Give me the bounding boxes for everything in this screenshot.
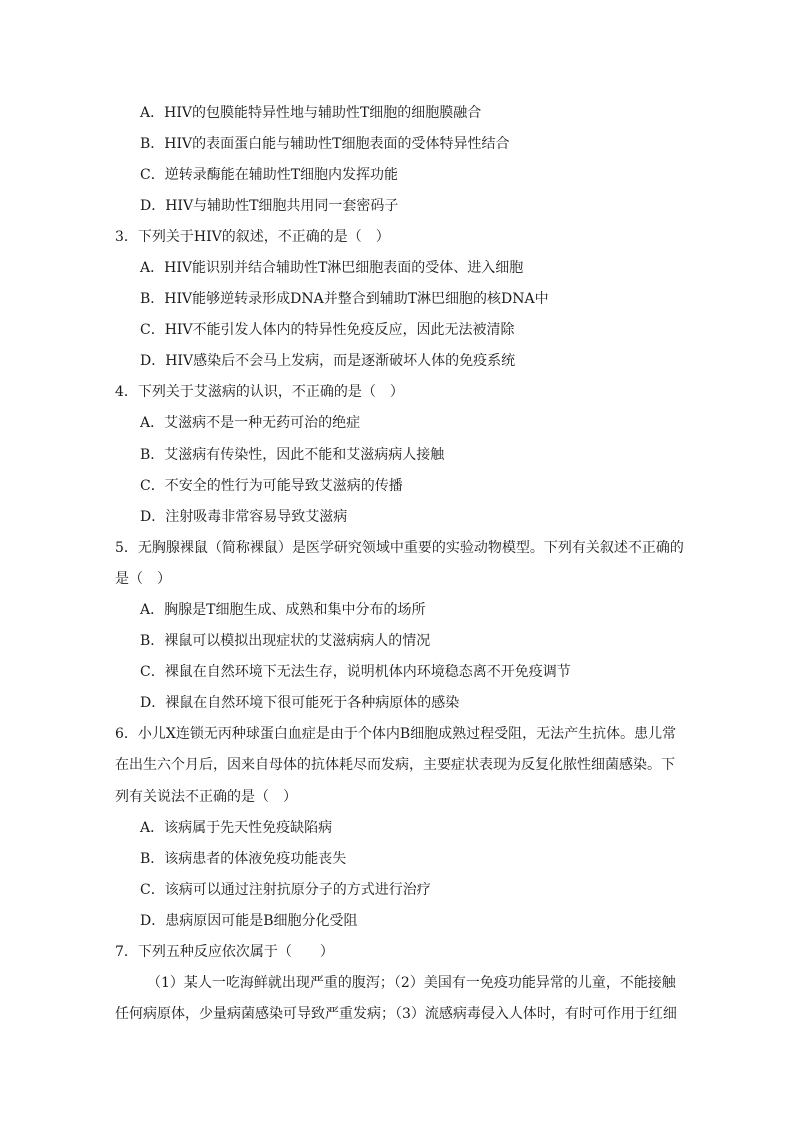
q6-option-c: C．该病可以通过注射抗原分子的方式进行治疗: [140, 882, 431, 898]
q6-option-d: D．患病原因可能是B细胞分化受阻: [140, 913, 358, 929]
q5-option-d: D．裸鼠在自然环境下很可能死于各种病原体的感染: [140, 695, 460, 711]
q3-option-c: C．HIV不能引发人体内的特异性免疫反应，因此无法被清除: [140, 322, 515, 338]
q3-option-b: B．HIV能够逆转录形成DNA并整合到辅助T淋巴细胞的核DNA中: [140, 291, 549, 307]
q2-option-b: B．HIV的表面蛋白能与辅助性T细胞表面的受体特异性结合: [140, 136, 510, 152]
q4-option-b: B．艾滋病有传染性，因此不能和艾滋病病人接触: [140, 447, 445, 463]
q5-option-c: C．裸鼠在自然环境下无法生存，说明机体内环境稳态离不开免疫调节: [140, 664, 571, 680]
q2-option-c: C．逆转录酶能在辅助性T细胞内发挥功能: [140, 167, 399, 183]
q4-option-c: C．不安全的性行为可能导致艾滋病的传播: [140, 478, 403, 494]
q6-stem-line2: 在出生六个月后，因来自母体的抗体耗尽而发病，主要症状表现为反复化脓性细菌感染。下: [115, 757, 675, 773]
q4-stem: 4．下列关于艾滋病的认识，不正确的是（ ）: [115, 384, 404, 400]
q6-option-b: B．该病患者的体液免疫功能丧失: [140, 851, 347, 867]
q5-option-b: B．裸鼠可以模拟出现症状的艾滋病病人的情况: [140, 633, 431, 649]
q6-stem-line1: 6．小儿X连锁无丙种球蛋白血症是由于个体内B细胞成熟过程受阻，无法产生抗体。患儿常: [115, 726, 677, 742]
q3-option-a: A．HIV能识别并结合辅助性T淋巴细胞表面的受体、进入细胞: [140, 260, 524, 276]
q2-option-a: A．HIV的包膜能特异性地与辅助性T细胞的细胞膜融合: [140, 105, 482, 121]
q4-option-d: D．注射吸毒非常容易导致艾滋病: [140, 509, 348, 525]
q7-paragraph-line1: （1）某人一吃海鲜就出现严重的腹泻；（2）美国有一免疫功能异常的儿童，不能接触: [147, 975, 676, 991]
q6-stem-line3: 列有关说法不正确的是（ ）: [115, 789, 297, 805]
q7-stem: 7．下列五种反应依次属于（ ）: [115, 944, 334, 960]
q3-option-d: D．HIV感染后不会马上发病，而是逐渐破坏人体的免疫系统: [140, 353, 516, 369]
q2-option-d: D．HIV与辅助性T细胞共用同一套密码子: [140, 198, 399, 214]
q5-stem-line2: 是（ ）: [115, 571, 171, 587]
q6-option-a: A．该病属于先天性免疫缺陷病: [140, 820, 333, 836]
q5-option-a: A．胸腺是T细胞生成、成熟和集中分布的场所: [140, 602, 426, 618]
q4-option-a: A．艾滋病不是一种无药可治的绝症: [140, 415, 361, 431]
q3-stem: 3．下列关于HIV的叙述，不正确的是（ ）: [115, 229, 390, 245]
q7-paragraph-line2: 任何病原体，少量病菌感染可导致严重发病；（3）流感病毒侵入人体时，有时可作用于红细: [115, 1006, 677, 1022]
q5-stem-line1: 5．无胸腺裸鼠（简称裸鼠）是医学研究领域中重要的实验动物模型。下列有关叙述不正确的: [115, 540, 684, 556]
